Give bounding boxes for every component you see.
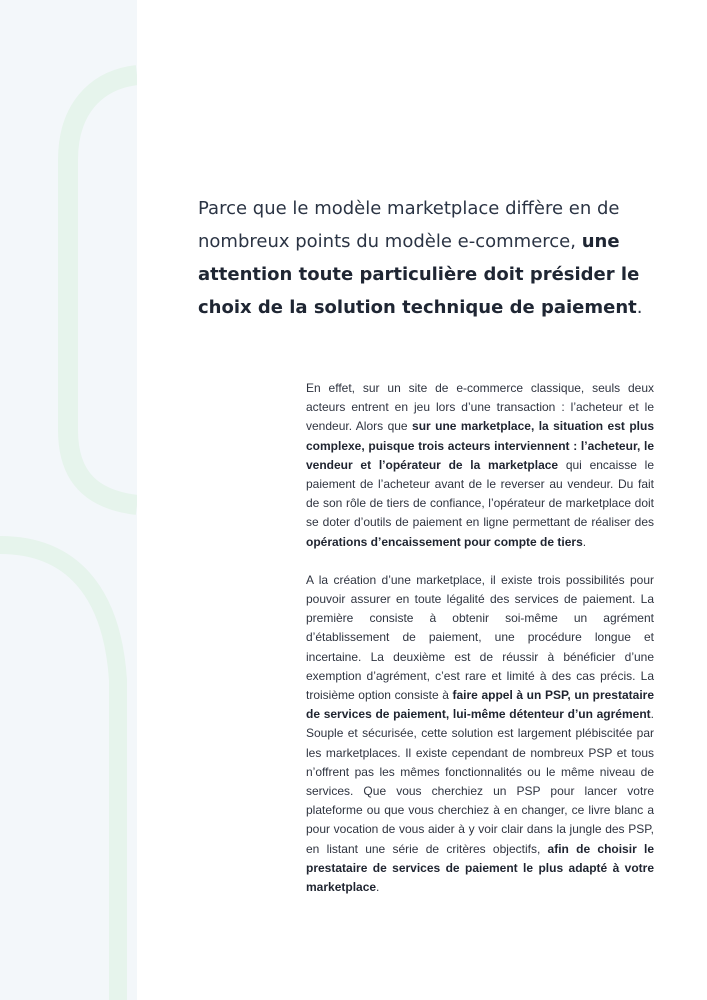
decor-arc-bottom [0,545,118,1000]
paragraph-2 [306,571,654,897]
paragraph-1 [306,379,654,552]
decorative-curves [0,0,137,1000]
lead-text-1: Parce que le modèle marketplace diffère en de nombreux points du modèle e-commerce, [198,198,620,252]
p1-text-2: qui encaisse le paiement de l’acheteur avant de le reverser au vendeur. Du fait de son rôle de tiers de confiance, l’opérateur de marketplace doit se doter d’outils de paiement en ligne permettant de réaliser des [306,457,655,530]
p1-text-1: En effet, sur un site de e-commerce classique, seuls deux acteurs entrent en jeu lors d’une transaction : l’acheteur et le vendeur. Alors que [306,381,654,434]
lead-text-2: . [636,297,643,318]
p2-text-3: . [376,880,380,895]
p2-highlight-1: faire appel à un PSP, un prestataire de services de paiement, lui-même détenteur d’un agrément [306,688,654,722]
p2-highlight-2: afin de choisir le prestataire de services de paiement le plus adapté à votre marketplace [306,841,654,895]
body-column [306,379,654,897]
lead-highlight: une attention toute particulière doit présider le choix de la solution technique de paiement [198,231,640,318]
decor-arc-top [68,75,137,505]
side-band [0,0,137,1000]
p2-text-1: A la création d’une marketplace, il existe trois possibilités pour pouvoir assurer en toute légalité des services de paiement. La première consiste à obtenir soi-même un agrément d’établissement de paiement, une procédure longue et incertaine. La deuxième est de réussir à bénéficier d’une exemption d’agrément, c’est rare et limité à des cas précis. La troisième option consiste à [306,572,654,703]
p1-highlight-1: sur une marketplace, la situation est plus complexe, puisque trois acteurs interviennent : l’acheteur, le vendeur et l’opérateur de la marketplace [306,419,654,472]
p1-text-3: . [582,534,587,549]
p2-text-2: . Souple et sécurisée, cette solution est largement plébiscitée par les marketplaces. Il existe cependant de nombreux PSP et tous n’offrent pas les mêmes fonctionnalités ou le même niveau de services. Que vous cherchiez un PSP pour lancer votre plateforme ou que vous cherchiez à en changer, ce livre blanc a pour vocation de vous aider à y voir clair dans la jungle des PSP, en listant une série de critères objectifs, [306,707,654,856]
p1-highlight-2: opérations d’encaissement pour compte de tiers [306,534,583,549]
lead-paragraph [198,192,668,324]
